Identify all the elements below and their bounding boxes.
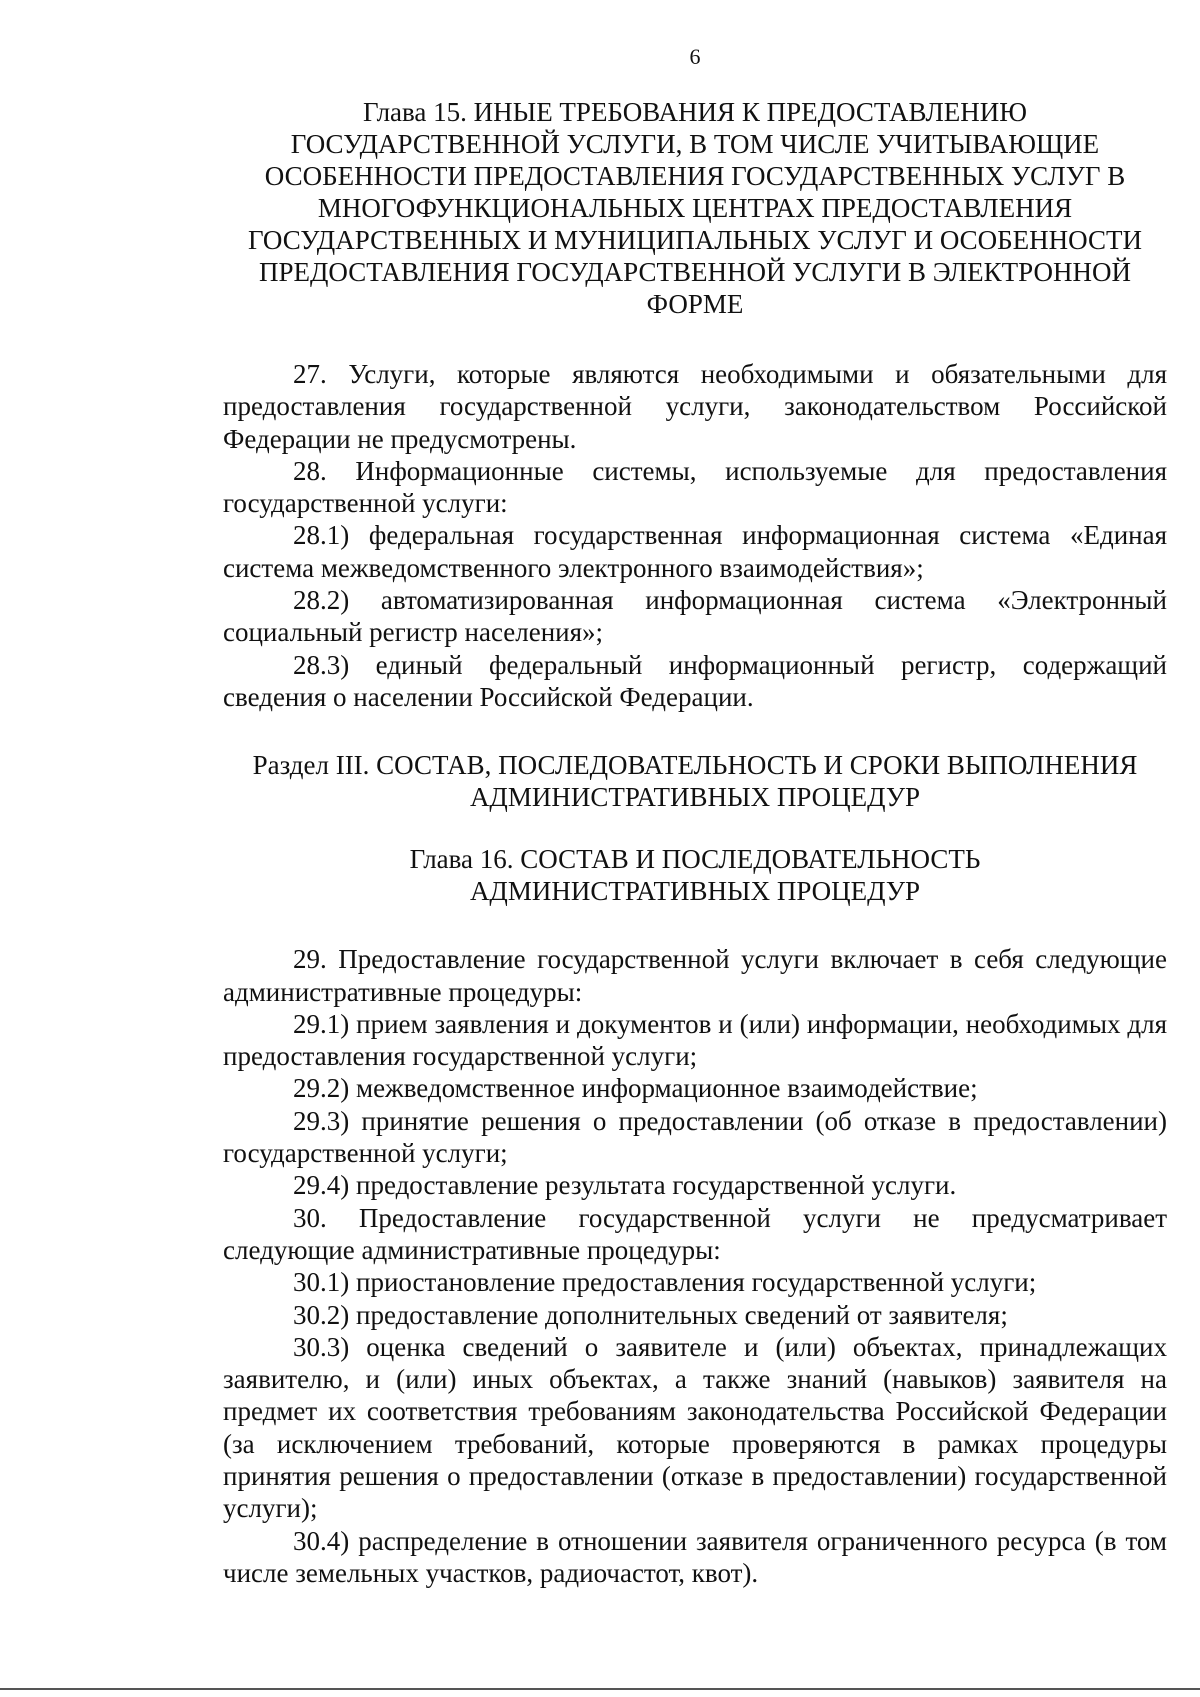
heading-line: Глава 15. ИНЫЕ ТРЕБОВАНИЯ К ПРЕДОСТАВЛЕНИЮ <box>362 97 1028 127</box>
chapter-16-heading <box>223 843 1167 907</box>
paragraph-29-3: 29.3) принятие решения о предоставлении (об отказе в предоставлении) государственной услуги; <box>223 1105 1167 1169</box>
heading-line: АДМИНИСТРАТИВНЫХ ПРОЦЕДУР <box>469 782 921 813</box>
paragraph-29-1: 29.1) прием заявления и документов и (или) информации, необходимых для предоставления государственной услуги; <box>223 1008 1167 1072</box>
page-number: 6 <box>689 44 701 69</box>
paragraph-30-2: 30.2) предоставление дополнительных сведений от заявителя; <box>293 1299 1008 1330</box>
paragraph-29-4: 29.4) предоставление результата государственной услуги. <box>293 1170 957 1201</box>
page-bottom-edge <box>0 1688 1200 1690</box>
paragraph-28-2: 28.2) автоматизированная информационная система «Электронный социальный регистр населения»; <box>223 585 1167 648</box>
paragraph-28-3: 28.3) единый федеральный информационный регистр, содержащий сведения о населении Российской Федерации. <box>223 649 1167 712</box>
heading-line: ГОСУДАРСТВЕННОЙ УСЛУГИ, В ТОМ ЧИСЛЕ УЧИТЫВАЮЩИЕ <box>290 129 1100 159</box>
section-3-heading <box>223 749 1167 813</box>
paragraph-29: 29. Предоставление государственной услуги включает в себя следующие административные процедуры: <box>223 944 1167 1007</box>
heading-line: Раздел III. СОСТАВ, ПОСЛЕДОВАТЕЛЬНОСТЬ И СРОКИ ВЫПОЛНЕНИЯ <box>252 750 1138 781</box>
paragraph-29-2: 29.2) межведомственное информационное взаимодействие; <box>293 1073 978 1104</box>
heading-line: ПРЕДОСТАВЛЕНИЯ ГОСУДАРСТВЕННОЙ УСЛУГИ В ЭЛЕКТРОННОЙ <box>258 257 1132 287</box>
paragraph-30-4: 30.4) распределение в отношении заявителя ограниченного ресурса (в том числе земельных участков, радиочастот, квот). <box>223 1525 1167 1588</box>
paragraph-30-3: 30.3) оценка сведений о заявителе и (или) объектах, принадлежащих заявителю, и (или) иных объектах, а также знаний (навыков) заявителя на предмет их соответствия требованиям законодательства Российской Федерации (за исключением требований, которые проверяются в рамках процедуры принятия решения о предоставлении (отказе в предоставлении) государственной услуги); <box>223 1331 1167 1524</box>
heading-line: ОСОБЕННОСТИ ПРЕДОСТАВЛЕНИЯ ГОСУДАРСТВЕННЫХ УСЛУГ В <box>264 161 1126 191</box>
paragraph-30: 30. Предоставление государственной услуги не предусматривает следующие административные процедуры: <box>223 1202 1167 1265</box>
heading-line: АДМИНИСТРАТИВНЫХ ПРОЦЕДУР <box>469 876 921 907</box>
heading-line: ФОРМЕ <box>646 289 744 319</box>
paragraph-27: 27. Услуги, которые являются необходимыми и обязательными для предоставления государственной услуги, законодательством Российской Федерации не предусмотрены. <box>223 359 1167 454</box>
heading-line: Глава 16. СОСТАВ И ПОСЛЕДОВАТЕЛЬНОСТЬ <box>409 844 981 875</box>
paragraph-28: 28. Информационные системы, используемые для предоставления государственной услуги: <box>223 455 1167 519</box>
heading-line: ГОСУДАРСТВЕННЫХ И МУНИЦИПАЛЬНЫХ УСЛУГ И ОСОБЕННОСТИ <box>248 225 1142 255</box>
chapter-15-heading <box>223 96 1167 320</box>
document-body <box>223 96 1167 1589</box>
heading-line: МНОГОФУНКЦИОНАЛЬНЫХ ЦЕНТРАХ ПРЕДОСТАВЛЕНИЯ <box>317 193 1073 223</box>
paragraph-28-1: 28.1) федеральная государственная информационная система «Единая система межведомственного электронного взаимодействия»; <box>223 520 1167 583</box>
paragraph-30-1: 30.1) приостановление предоставления государственной услуги; <box>293 1267 1037 1298</box>
